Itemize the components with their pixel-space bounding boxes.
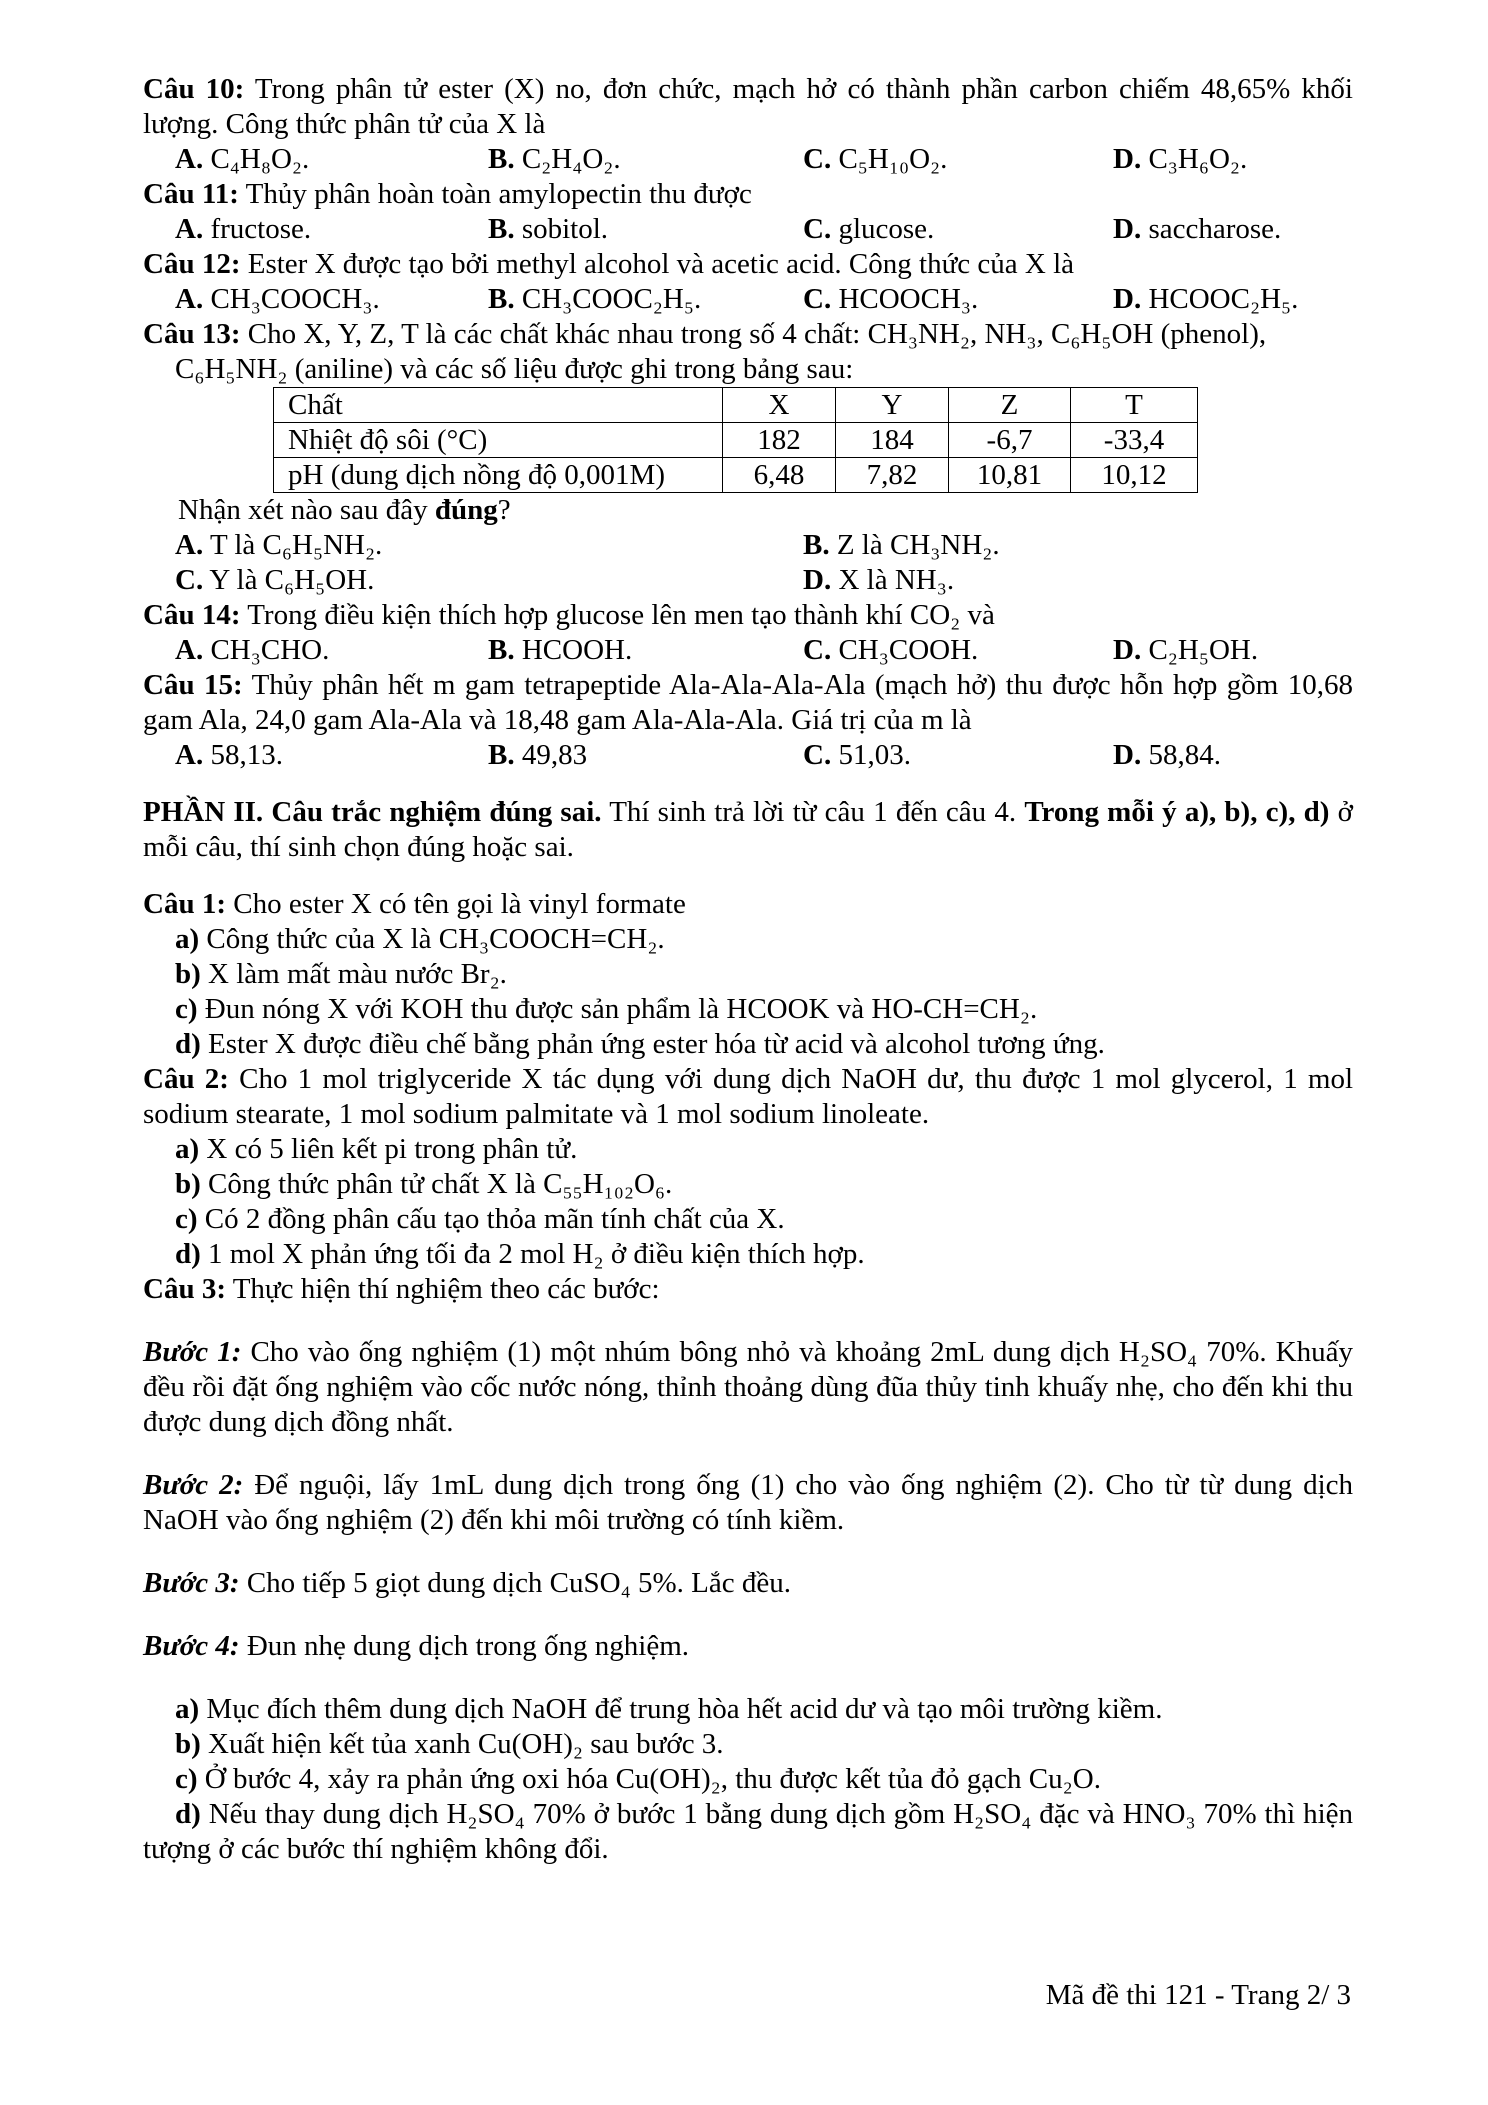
option-b: B. 49,83: [488, 739, 588, 771]
tf-question-3: Câu 3: Thực hiện thí nghiệm theo các bước:: [143, 1273, 660, 1305]
question-10: [143, 72, 1353, 142]
table-cell: 10,12: [1071, 458, 1198, 493]
question-text: Cho X, Y, Z, T là các chất khác nhau trong số 4 chất: CH₃NH₂, NH₃, C₆H₅OH (phenol),: [240, 318, 1267, 350]
option-d: D. C₂H₅OH.: [1113, 634, 1259, 666]
question-14: [143, 598, 1353, 633]
question-text: Thủy phân hết m gam tetrapeptide Ala-Ala-Ala-Ala (mạch hở) thu được hỗn hợp gồm 10,68 gam Ala, 24,0 gam Ala-Ala và 18,48 gam Ala-Ala-Ala. Giá trị của m là: [143, 669, 1354, 736]
option-c: C. Y là C₆H₅OH.: [175, 564, 375, 596]
statement-d: d) 1 mol X phản ứng tối đa 2 mol H₂ ở điều kiện thích hợp.: [175, 1238, 865, 1270]
step-4: Bước 4: Đun nhẹ dung dịch trong ống nghiệm.: [143, 1630, 690, 1662]
option-a: A. 58,13.: [175, 739, 283, 771]
question-label: Câu 13:: [143, 318, 241, 350]
statement-c: c) Có 2 đồng phân cấu tạo thỏa mãn tính chất của X.: [175, 1203, 785, 1235]
option-a: A. T là C₆H₅NH₂.: [175, 529, 383, 561]
table-cell: -33,4: [1071, 423, 1198, 458]
table-cell: pH (dung dịch nồng độ 0,001M): [274, 458, 723, 493]
question-text: Trong điều kiện thích hợp glucose lên men tạo thành khí CO₂ và: [240, 599, 995, 631]
options-14: [143, 633, 1353, 668]
table-cell: -6,7: [949, 423, 1071, 458]
options-15: [143, 738, 1353, 773]
part-title: PHẦN II. Câu trắc nghiệm đúng sai.: [143, 796, 602, 828]
tf-question-2: Câu 2: Cho 1 mol triglyceride X tác dụng với dung dịch NaOH dư, thu được 1 mol glycerol, 1 mol sodium stearate, 1 mol sodium palmitate và 1 mol sodium linoleate.: [143, 1063, 1354, 1130]
options-10: [143, 142, 1353, 177]
question-label: Câu 11:: [143, 178, 239, 210]
table-cell: Z: [949, 388, 1071, 423]
question-13: [143, 317, 1353, 352]
spacer: [143, 773, 1353, 795]
question-12: [143, 247, 1353, 282]
options-11: [143, 212, 1353, 247]
option-d: D. C₃H₆O₂.: [1113, 143, 1248, 175]
table-cell: 182: [723, 423, 836, 458]
option-b: B. CH₃COOC₂H₅.: [488, 283, 702, 315]
statement-b: b) Công thức phân tử chất X là C₅₅H₁₀₂O₆.: [175, 1168, 673, 1200]
statement-a: a) Mục đích thêm dung dịch NaOH để trung hòa hết acid dư và tạo môi trường kiềm.: [175, 1693, 1163, 1725]
tf-question-1: Câu 1: Cho ester X có tên gọi là vinyl formate: [143, 888, 686, 920]
option-d: D. HCOOC₂H₅.: [1113, 283, 1299, 315]
question-label: Câu 10:: [143, 73, 245, 105]
step-2: Bước 2: Để nguội, lấy 1mL dung dịch trong ống (1) cho vào ống nghiệm (2). Cho từ từ dung dịch NaOH vào ống nghiệm (2) đến khi môi trường có tính kiềm.: [143, 1469, 1353, 1536]
table-cell: Chất: [274, 388, 723, 423]
question-text: Trong phân tử ester (X) no, đơn chức, mạch hở có thành phần carbon chiếm 48,65% khối lượng. Công thức phân tử của X là: [143, 73, 1353, 140]
statement-c: c) Ở bước 4, xảy ra phản ứng oxi hóa Cu(OH)₂, thu được kết tủa đỏ gạch Cu₂O.: [175, 1763, 1101, 1795]
step-3: Bước 3: Cho tiếp 5 giọt dung dịch CuSO₄ 5%. Lắc đều.: [143, 1567, 791, 1599]
statement-c: c) Đun nóng X với KOH thu được sản phẩm là HCOOK và HO-CH=CH₂.: [175, 993, 1038, 1025]
option-d: D. saccharose.: [1113, 213, 1282, 245]
table-cell: X: [723, 388, 836, 423]
option-c: C. 51,03.: [803, 739, 911, 771]
spacer: [143, 1307, 1353, 1335]
options-13-row1: [143, 528, 1353, 563]
option-c: C. HCOOCH₃.: [803, 283, 979, 315]
option-b: B. HCOOH.: [488, 634, 633, 666]
spacer: [143, 1664, 1353, 1692]
table-row: [274, 458, 1198, 493]
table-cell: 7,82: [836, 458, 949, 493]
option-b: B. C₂H₄O₂.: [488, 143, 621, 175]
table-row: [274, 423, 1198, 458]
option-b: B. Z là CH₃NH₂.: [803, 529, 1000, 561]
option-a: A. fructose.: [175, 213, 312, 245]
table-cell: 6,48: [723, 458, 836, 493]
statement-a: a) X có 5 liên kết pi trong phân tử.: [175, 1133, 578, 1165]
spacer: [143, 1440, 1353, 1468]
spacer: [143, 865, 1353, 887]
table-cell: Y: [836, 388, 949, 423]
option-c: C. glucose.: [803, 213, 935, 245]
options-13-row2: [143, 563, 1353, 598]
question-13-cont: C₆H₅NH₂ (aniline) và các số liệu được ghi trong bảng sau:: [175, 353, 854, 385]
option-d: D. 58,84.: [1113, 739, 1221, 771]
spacer: [143, 1601, 1353, 1629]
exam-page: [143, 72, 1353, 1867]
table-cell: 10,81: [949, 458, 1071, 493]
table-header-row: [274, 388, 1198, 423]
statement-d: d) Nếu thay dung dịch H₂SO₄ 70% ở bước 1 bằng dung dịch gồm H₂SO₄ đặc và HNO₃ 70% thì hiện tượng ở các bước thí nghiệm không đổi.: [143, 1798, 1353, 1865]
question-15: [143, 668, 1353, 738]
question-13-prompt: Nhận xét nào sau đây đúng?: [178, 494, 511, 526]
page-footer: Mã đề thi 121 - Trang 2/ 3: [1045, 1979, 1351, 2011]
option-d: D. X là NH₃.: [803, 564, 955, 596]
statement-d: d) Ester X được điều chế bằng phản ứng ester hóa từ acid và alcohol tương ứng.: [175, 1028, 1105, 1060]
option-a: A. CH₃COOCH₃.: [175, 283, 380, 315]
step-1: Bước 1: Cho vào ống nghiệm (1) một nhúm bông nhỏ và khoảng 2mL dung dịch H₂SO₄ 70%. Khuấy đều rồi đặt ống nghiệm vào cốc nước nóng, thỉnh thoảng dùng đũa thủy tinh khuấy nhẹ, cho đến khi thu được dung dịch đồng nhất.: [143, 1336, 1353, 1438]
spacer: [143, 1538, 1353, 1566]
question-label: Câu 14:: [143, 599, 241, 631]
option-c: C. C₅H₁₀O₂.: [803, 143, 948, 175]
question-label: Câu 12:: [143, 248, 241, 280]
option-a: A. C₄H₈O₂.: [175, 143, 310, 175]
statement-a: a) Công thức của X là CH₃COOCH=CH₂.: [175, 923, 665, 955]
statement-b: b) Xuất hiện kết tủa xanh Cu(OH)₂ sau bước 3.: [175, 1728, 724, 1760]
part-2-heading: PHẦN II. Câu trắc nghiệm đúng sai. Thí sinh trả lời từ câu 1 đến câu 4. Trong mỗi ý a), b), c), d) ở mỗi câu, thí sinh chọn đúng hoặc sai.: [143, 796, 1353, 863]
question-label: Câu 15:: [143, 669, 243, 701]
question-text: Ester X được tạo bởi methyl alcohol và acetic acid. Công thức của X là: [240, 248, 1075, 280]
data-table: [273, 387, 1198, 493]
option-a: A. CH₃CHO.: [175, 634, 330, 666]
option-c: C. CH₃COOH.: [803, 634, 979, 666]
option-b: B. sobitol.: [488, 213, 609, 245]
table-cell: T: [1071, 388, 1198, 423]
question-text: Thủy phân hoàn toàn amylopectin thu được: [238, 178, 752, 210]
options-12: [143, 282, 1353, 317]
question-11: [143, 177, 1353, 212]
table-cell: 184: [836, 423, 949, 458]
table-cell: Nhiệt độ sôi (°C): [274, 423, 723, 458]
statement-b: b) X làm mất màu nước Br₂.: [175, 958, 507, 990]
